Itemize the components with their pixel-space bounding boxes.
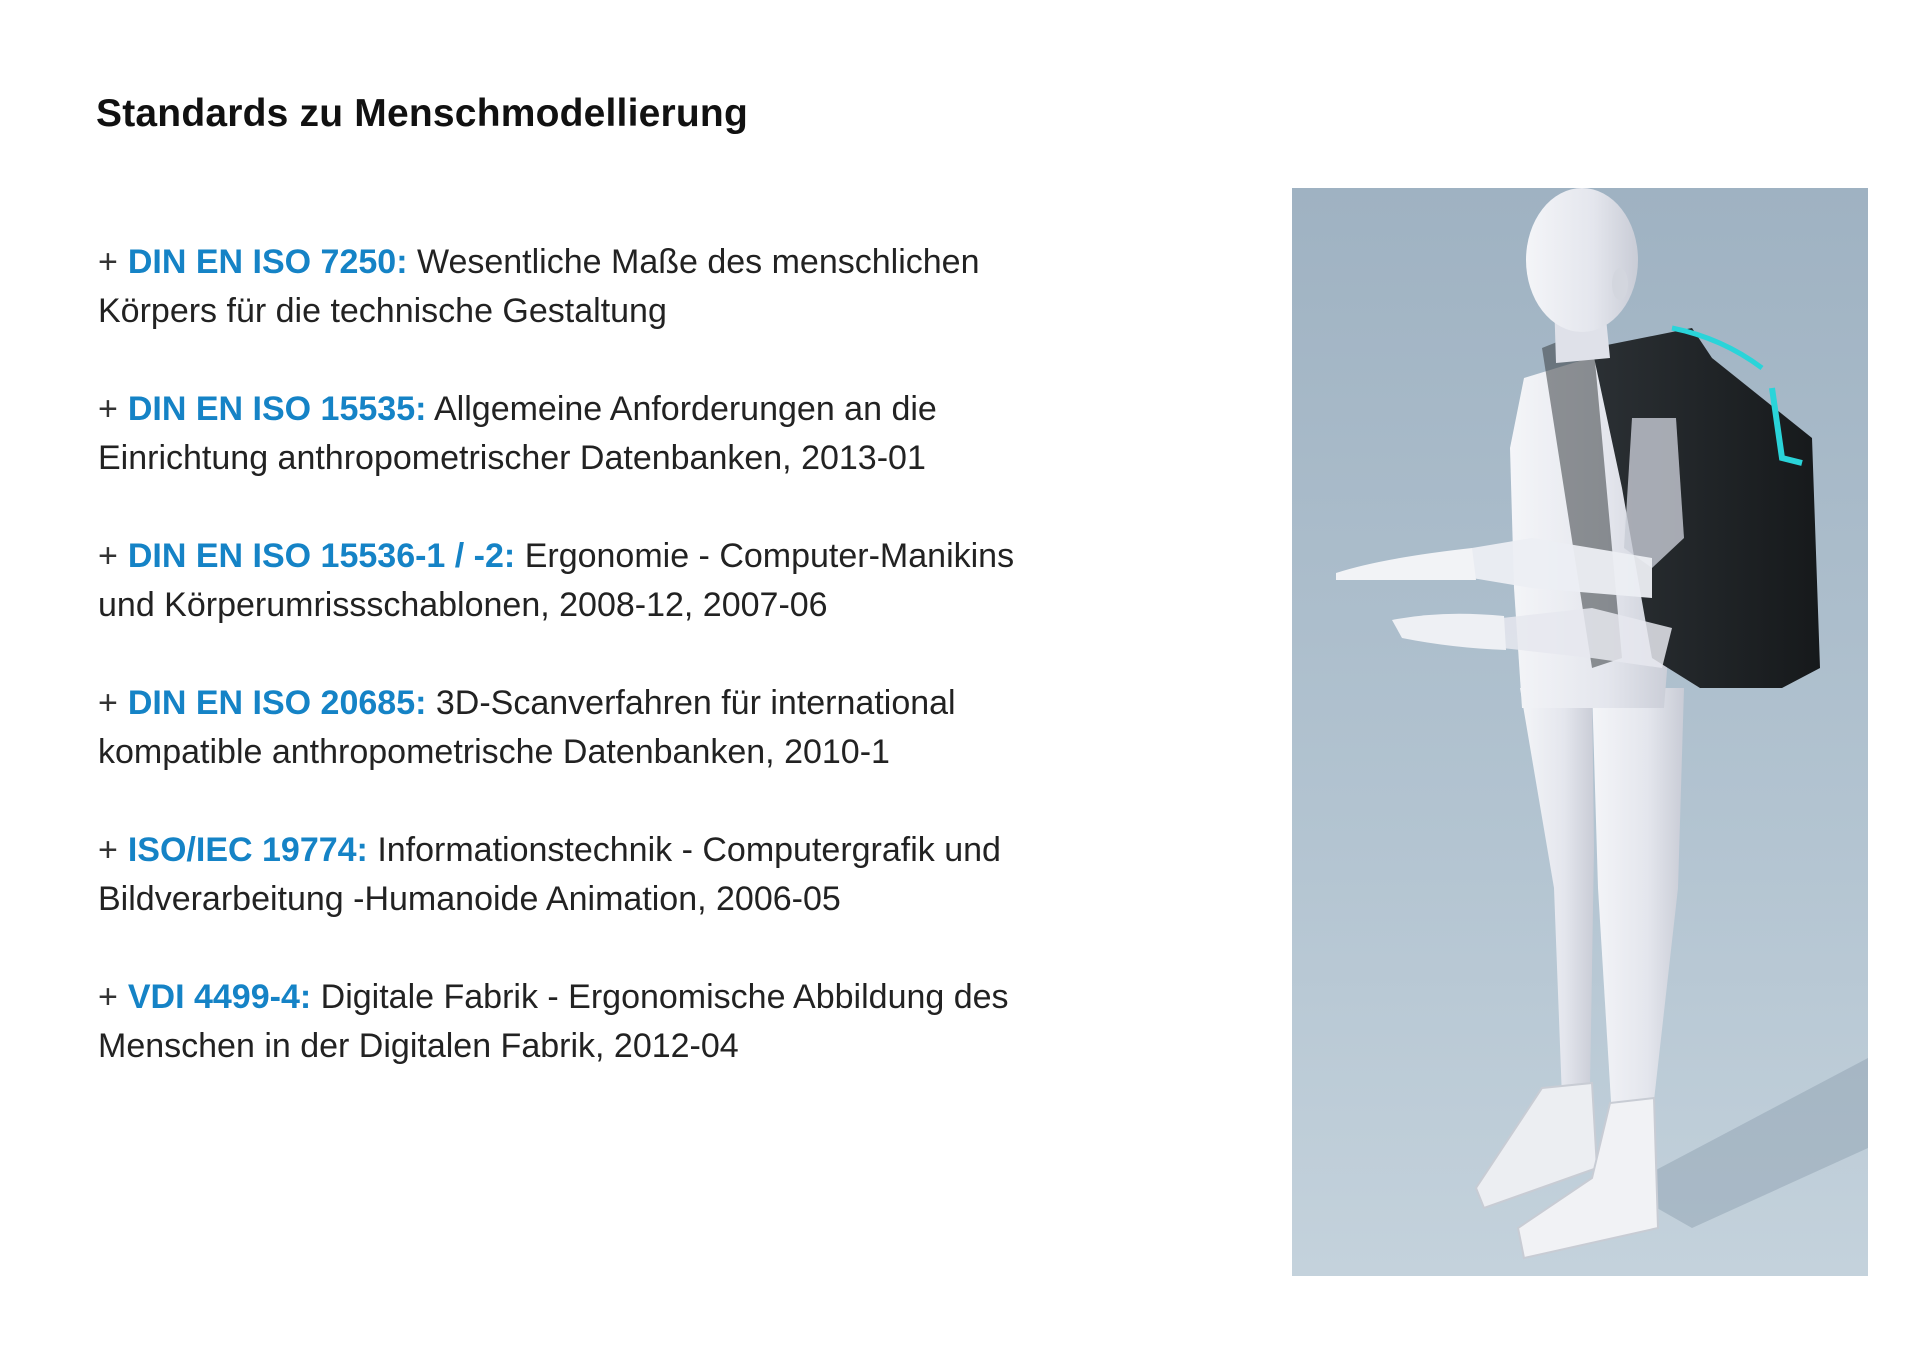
standards-list — [98, 238, 1058, 1120]
standard-code: ISO/IEC 19774: — [127, 831, 368, 869]
standard-item — [98, 385, 1058, 483]
standard-description: Informationstechnik - Computergrafik und Bildverarbeitung -Humanoide Animation, 2006-05 — [98, 831, 1001, 918]
plus-marker: + — [98, 243, 118, 281]
plus-marker: + — [98, 831, 118, 869]
standard-code: VDI 4499-4: — [127, 978, 312, 1016]
standard-item — [98, 238, 1058, 336]
plus-marker: + — [98, 390, 118, 428]
standard-item — [98, 679, 1058, 777]
standard-description: Wesentliche Maße des menschlichen Körpers für die technische Gestaltung — [98, 243, 980, 330]
manikin-head — [1526, 188, 1638, 332]
manikin-illustration — [1292, 188, 1868, 1276]
standard-description: Allgemeine Anforderungen an die Einrichtung anthropometrischer Datenbanken, 2013-01 — [98, 390, 937, 477]
plus-marker: + — [98, 537, 118, 575]
standard-code: DIN EN ISO 15536-1 / -2: — [127, 537, 516, 575]
standard-item — [98, 532, 1058, 630]
manikin-ear — [1612, 268, 1628, 300]
manikin-upper-arm — [1624, 418, 1684, 568]
standard-code: DIN EN ISO 7250: — [127, 243, 408, 281]
standard-item — [98, 826, 1058, 924]
standard-code: DIN EN ISO 20685: — [127, 684, 427, 722]
manikin-figure — [1292, 188, 1868, 1276]
page-title: Standards zu Menschmodellierung — [96, 92, 748, 135]
standard-description: 3D-Scanverfahren für international kompatible anthropometrische Datenbanken, 2010-1 — [98, 684, 956, 771]
standard-item — [98, 973, 1058, 1071]
plus-marker: + — [98, 684, 118, 722]
standard-code: DIN EN ISO 15535: — [127, 390, 427, 428]
plus-marker: + — [98, 978, 118, 1016]
standard-description: Digitale Fabrik - Ergonomische Abbildung des Menschen in der Digitalen Fabrik, 2012-04 — [98, 978, 1009, 1065]
standard-description: Ergonomie - Computer-Manikins und Körperumrissschablonen, 2008-12, 2007-06 — [98, 537, 1015, 624]
